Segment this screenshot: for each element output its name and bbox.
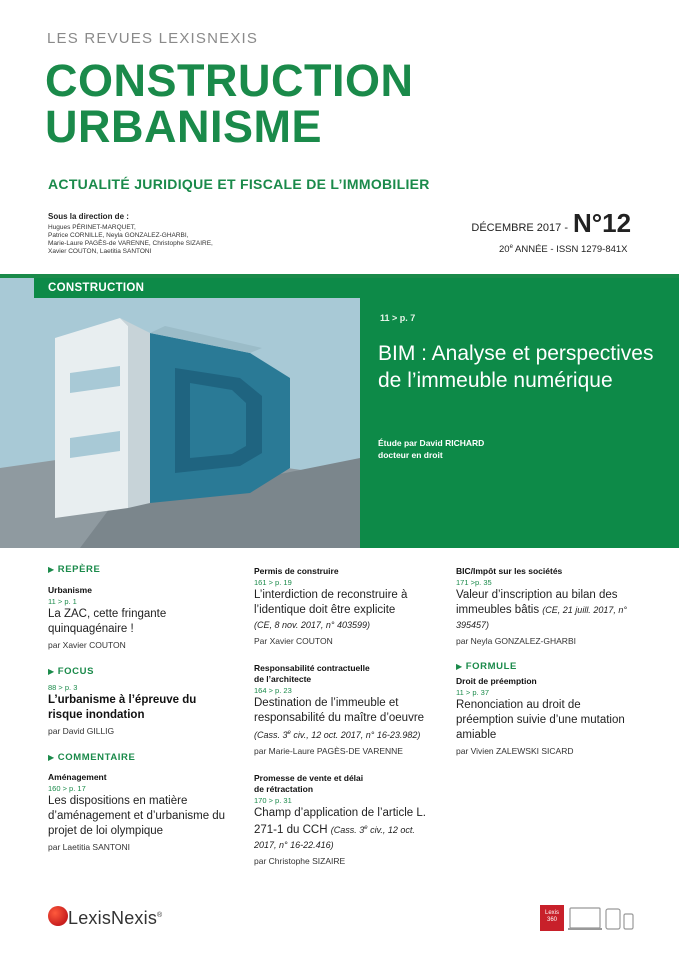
article-title[interactable] bbox=[254, 696, 439, 743]
issue-year bbox=[499, 244, 628, 255]
hero-illustration bbox=[0, 278, 360, 548]
article-author: par Neyla GONZALEZ-GHARBI bbox=[456, 636, 576, 646]
article-ref[interactable]: 11 > p. 37 bbox=[456, 688, 490, 697]
year-prefix: 20 bbox=[499, 244, 510, 256]
citation-text bbox=[254, 730, 420, 740]
article-heading: BIC/Impôt sur les sociétés bbox=[456, 566, 563, 576]
citation-text: (CE, 21 juill. 2017, n° 395457) bbox=[456, 605, 627, 630]
hero-headline[interactable]: BIM : Analyse et perspectives de l’immeuble numérique bbox=[378, 342, 654, 392]
cite-sup: e bbox=[364, 825, 368, 831]
article-ref[interactable]: 11 > p. 1 bbox=[48, 597, 77, 606]
direction-line: Xavier COUTON, Laetitia SANTONI bbox=[48, 248, 152, 255]
title-text: Destination de l’immeuble et responsabilité du maître d’oeuvre bbox=[254, 697, 425, 724]
hero-author-name: Étude par David RICHARD bbox=[378, 438, 485, 448]
category-formule bbox=[456, 661, 631, 672]
series-label: LES REVUES LEXISNEXIS bbox=[47, 30, 259, 47]
cite-b: civ., 12 oct. 2017, n° 16-23.982) bbox=[290, 730, 421, 740]
direction-line: Patrice CORNILLE, Neyla GONZALEZ-GHARBI, bbox=[48, 232, 189, 239]
heading-line: de l’architecte bbox=[254, 674, 312, 684]
column-2 bbox=[254, 566, 439, 867]
article-ref[interactable]: 160 > p. 17 bbox=[48, 784, 86, 793]
heading-line: Promesse de vente et délai bbox=[254, 773, 364, 783]
issue-number: N°12 bbox=[573, 208, 632, 238]
title-line-1: CONSTRUCTION bbox=[45, 55, 414, 106]
hero-ref[interactable]: 11 > p. 7 bbox=[380, 313, 416, 323]
magazine-subtitle: ACTUALITÉ JURIDIQUE ET FISCALE DE L’IMMOBILIER bbox=[48, 176, 430, 192]
cite-sup: e bbox=[287, 730, 291, 736]
article-heading bbox=[254, 663, 439, 685]
citation-text: (CE, 8 nov. 2017, n° 403599) bbox=[254, 620, 371, 630]
hero-author bbox=[378, 437, 484, 461]
section-tab-construction: CONSTRUCTION bbox=[34, 278, 360, 298]
article-title[interactable]: L’interdiction de reconstruire à l’identique doit être explicite bbox=[254, 589, 408, 616]
article-author: par Marie-Laure PAGÈS-DE VARENNE bbox=[254, 746, 403, 756]
hero-notch bbox=[347, 316, 356, 330]
heading-line: Responsabilité contractuelle bbox=[254, 663, 370, 673]
title-text: Valeur d’inscription au bilan des immeubles bâtis bbox=[456, 589, 618, 616]
article-citation bbox=[254, 618, 439, 633]
article-author: par Laetitia SANTONI bbox=[48, 842, 131, 852]
direction-line: Marie-Laure PAGÈS-de VARENNE, Christophe SIZAIRE, bbox=[48, 240, 213, 247]
category-commentaire bbox=[48, 752, 248, 763]
direction-heading: Sous la direction de : bbox=[48, 212, 129, 221]
lexis360-badge bbox=[540, 905, 564, 931]
title-text: Champ d’application de l’article L. 271-1 du CCH bbox=[254, 807, 426, 836]
year-sup: e bbox=[509, 244, 513, 250]
lexisnexis-logo-icon bbox=[48, 906, 68, 926]
article-heading bbox=[254, 773, 439, 795]
article-title[interactable]: Renonciation au droit de préemption suivie d’une mutation amiable bbox=[456, 699, 625, 741]
article-ref[interactable]: 164 > p. 23 bbox=[254, 686, 292, 695]
article-title[interactable] bbox=[254, 806, 439, 853]
article-ref[interactable]: 170 > p. 31 bbox=[254, 796, 292, 805]
play-triangle-icon: ▶ bbox=[48, 565, 55, 574]
article-heading: Urbanisme bbox=[48, 585, 92, 595]
article-ref[interactable]: 171 >p. 35 bbox=[456, 578, 492, 587]
article-title[interactable] bbox=[456, 588, 631, 633]
logo-text: LexisNexis bbox=[68, 908, 158, 928]
article-title[interactable]: L’urbanisme à l’épreuve du risque inondation bbox=[48, 694, 197, 721]
category-label: COMMENTAIRE bbox=[57, 752, 136, 763]
heading-line: de rétractation bbox=[254, 784, 314, 794]
magazine-title bbox=[45, 55, 414, 152]
title-line-2: URBANISME bbox=[45, 101, 323, 152]
play-triangle-icon: ▶ bbox=[48, 753, 55, 762]
article-author: par Xavier COUTON bbox=[48, 640, 126, 650]
direction-line: Hugues PÉRINET-MARQUET, bbox=[48, 224, 136, 231]
article-heading: Permis de construire bbox=[254, 566, 339, 576]
category-repere bbox=[48, 564, 248, 575]
hero-author-role: docteur en droit bbox=[378, 450, 443, 460]
article-title[interactable]: Les dispositions en matière d’aménagement et d’urbanisme du projet de loi olympique bbox=[48, 795, 226, 837]
article-author: par David GILLIG bbox=[48, 726, 115, 736]
3d-illustration bbox=[0, 278, 360, 548]
article-ref[interactable]: 88 > p. 3 bbox=[48, 683, 78, 692]
article-author: par Christophe SIZAIRE bbox=[254, 856, 346, 866]
play-triangle-icon: ▶ bbox=[456, 662, 463, 671]
category-label: FOCUS bbox=[57, 666, 95, 677]
category-focus bbox=[48, 666, 248, 677]
publisher-logo: LexisNexis® bbox=[68, 908, 163, 928]
play-triangle-icon: ▶ bbox=[48, 667, 55, 676]
column-3 bbox=[456, 566, 631, 757]
article-heading: Droit de préemption bbox=[456, 676, 537, 686]
category-label: REPÈRE bbox=[57, 564, 101, 575]
cite-a: (Cass. 3 bbox=[254, 730, 288, 740]
year-rest: ANNÉE - ISSN 1279-841X bbox=[512, 244, 628, 256]
article-heading: Aménagement bbox=[48, 772, 107, 782]
cite-a: (Cass. 3 bbox=[330, 825, 365, 835]
article-title[interactable]: La ZAC, cette fringante quinquagénaire ! bbox=[48, 608, 167, 635]
column-1 bbox=[48, 564, 248, 853]
issue-date: DÉCEMBRE 2017 - bbox=[471, 222, 568, 234]
badge-line: Lexis bbox=[544, 910, 559, 916]
cite-b: civ., 12 oct. 2017, n° 16-22.416) bbox=[254, 825, 415, 850]
badge-line: 360 bbox=[546, 917, 557, 923]
category-label: FORMULE bbox=[465, 661, 517, 672]
article-author: Par Xavier COUTON bbox=[254, 636, 333, 646]
article-ref[interactable]: 161 > p. 19 bbox=[254, 578, 292, 587]
article-author: par Vivien ZALEWSKI SICARD bbox=[456, 746, 574, 756]
devices-icon bbox=[568, 906, 638, 932]
